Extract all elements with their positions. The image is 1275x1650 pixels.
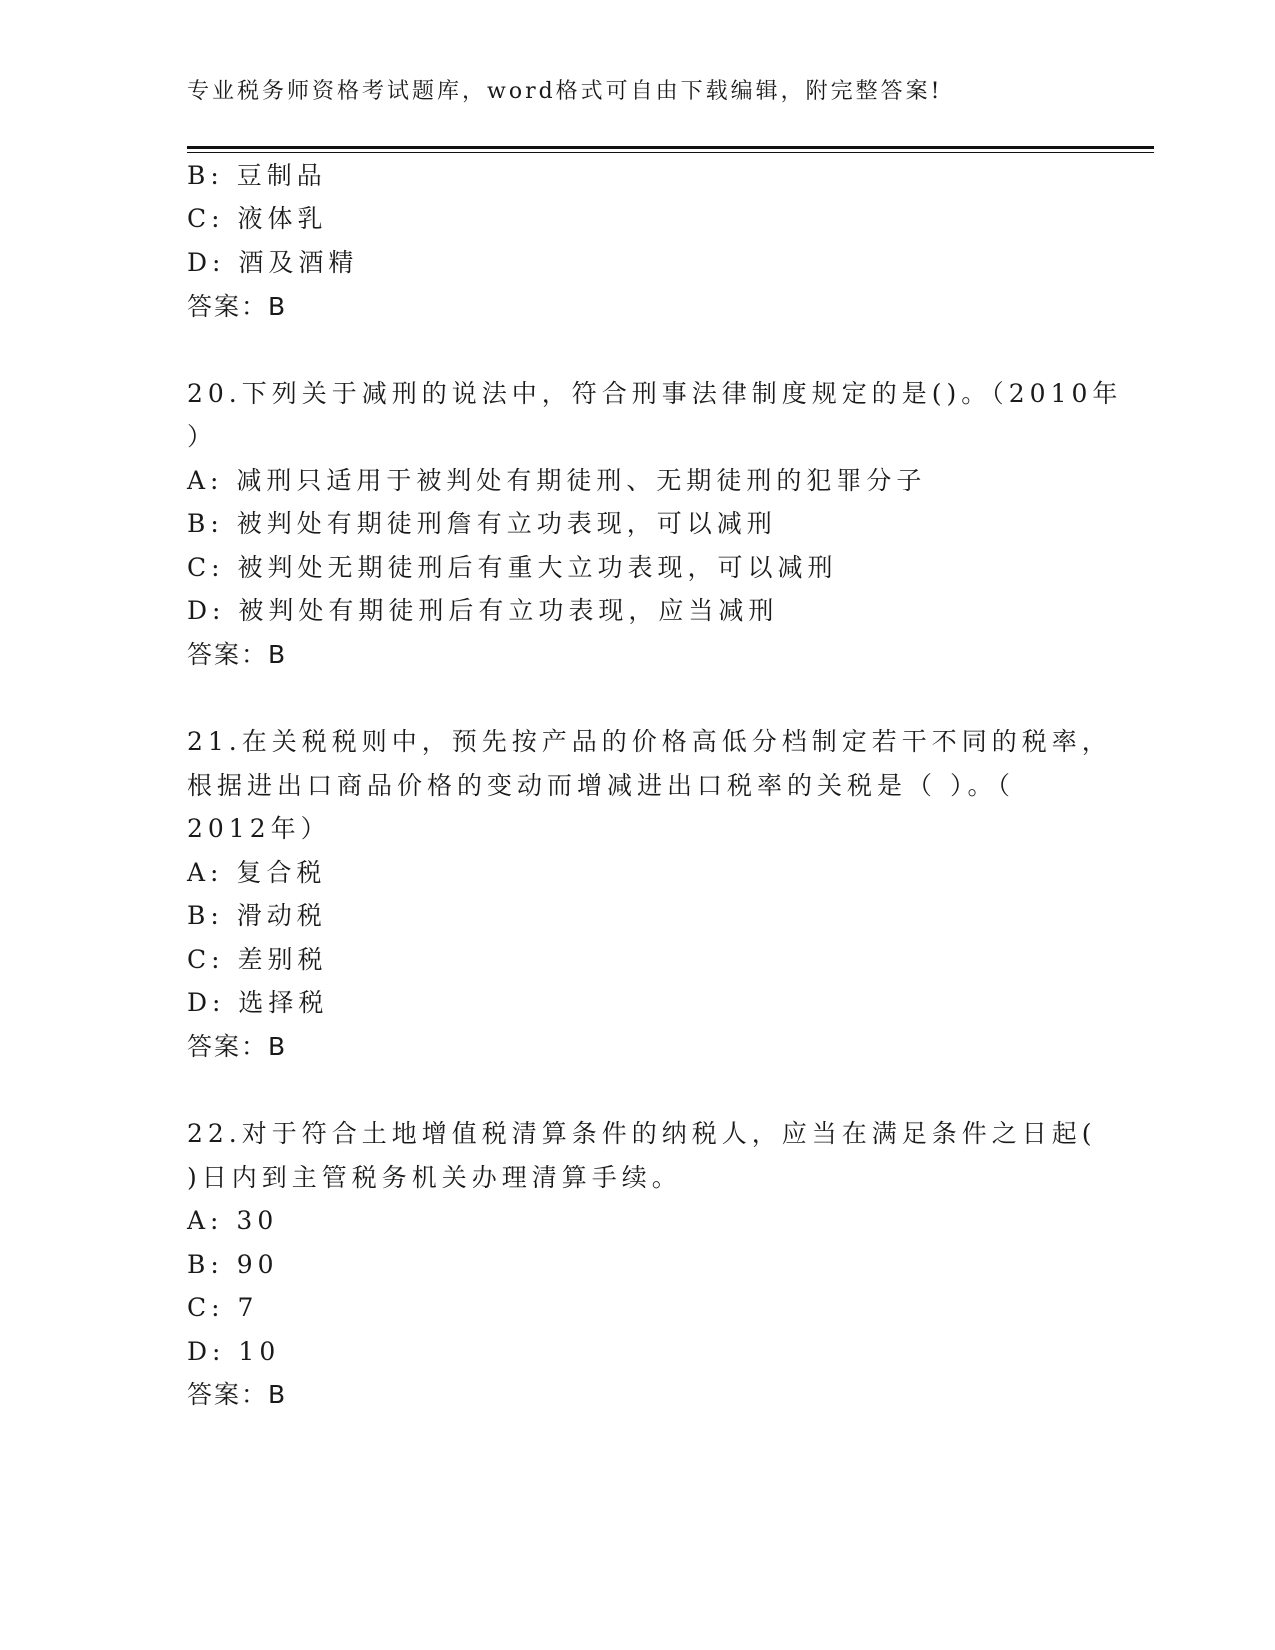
header-rule-thin	[187, 152, 1154, 153]
header-rule-thick	[187, 146, 1154, 149]
q21-stem-line3: 2012年）	[187, 814, 331, 843]
q19-option-b: B: 豆制品	[187, 161, 327, 190]
q22-stem-line2: )日内到主管税务机关办理清算手续。	[187, 1163, 682, 1192]
q19-answer: 答案：B	[187, 292, 288, 321]
q21-option-c: C: 差别税	[187, 945, 328, 974]
q22-answer: 答案：B	[187, 1380, 288, 1409]
q20-option-a: A: 减刑只适用于被判处有期徒刑、无期徒刑的犯罪分子	[187, 466, 927, 495]
q20-option-c: C: 被判处无期徒刑后有重大立功表现，可以减刑	[187, 553, 838, 582]
q20-option-d: D: 被判处有期徒刑后有立功表现，应当减刑	[187, 596, 779, 625]
q20-option-b: B: 被判处有期徒刑詹有立功表现，可以减刑	[187, 509, 777, 538]
q22-option-b: B: 90	[187, 1250, 279, 1279]
q19-option-c: C: 液体乳	[187, 204, 328, 233]
q22-option-c: C: 7	[187, 1293, 259, 1322]
q20-stem-line1: 20.下列关于减刑的说法中，符合刑事法律制度规定的是()。（2010年	[187, 379, 1123, 408]
q22-stem-line1: 22.对于符合土地增值税清算条件的纳税人，应当在满足条件之日起(	[187, 1119, 1097, 1148]
q21-answer: 答案：B	[187, 1032, 288, 1061]
q21-option-d: D: 选择税	[187, 988, 329, 1017]
q19-option-d: D: 酒及酒精	[187, 248, 359, 277]
q21-stem-line2: 根据进出口商品价格的变动而增减进出口税率的关税是（ ）。（	[187, 771, 1015, 800]
q21-option-a: A: 复合税	[187, 858, 327, 887]
q20-answer: 答案：B	[187, 640, 288, 669]
q20-stem-line2: ）	[187, 422, 218, 451]
q22-option-d: D: 10	[187, 1337, 281, 1366]
q21-stem-line1: 21.在关税税则中，预先按产品的价格高低分档制定若干不同的税率，	[187, 727, 1112, 756]
page-header: 专业税务师资格考试题库，word格式可自由下载编辑，附完整答案!	[187, 79, 943, 104]
q21-option-b: B: 滑动税	[187, 901, 327, 930]
q22-option-a: A: 30	[187, 1206, 279, 1235]
